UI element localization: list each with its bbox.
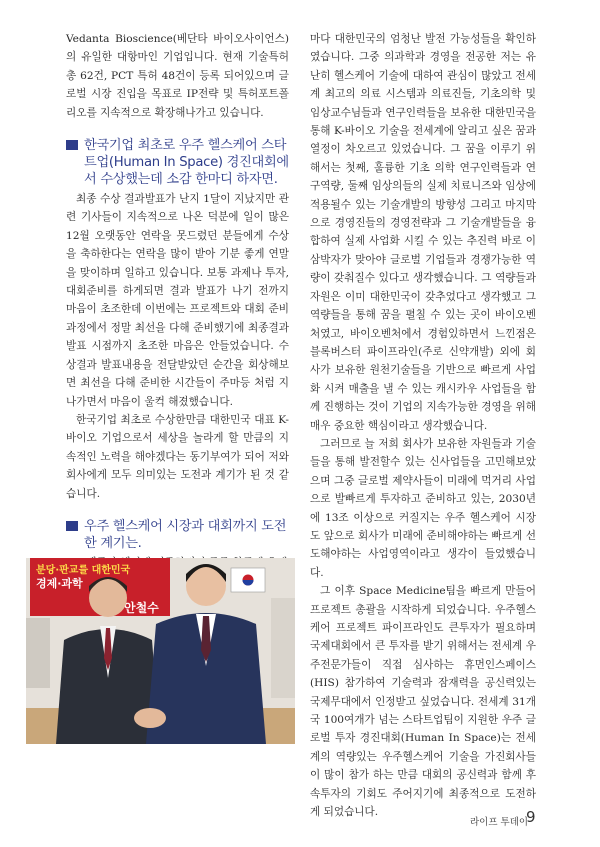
interview-photo [26,558,295,744]
section-heading-award [66,137,289,188]
left-column [66,30,289,572]
square-bullet-icon [66,140,78,150]
office-cabinet [271,598,295,698]
right-column [310,30,536,821]
motivation-paragraph-continued: 마다 대한민국의 엄청난 발전 가능성들을 확인하였습니다. 그중 의과학과 경영을 전공한 저는 유난히 헬스케어 기술에 대하여 관심이 많았고 전세계 최고의 의료 시스템과 의료진들, 기초의학 및 임상교수님들과 연구인력들을 보유한 대한민국을 통해 K-바이오 기술을 전세계에 알리고 싶은 꿈과 열정이 차오르고 있었습니다. 그 꿈을 이루기 위해서는 첫째, 훌륭한 기초 의학 연구인력들과 연구역량, 둘째 임상의들의 실제 치료니즈와 임상에 적용될수 있는 기술개발의 방향성 그리고 마지막으로 경영진들의 경영전략과 그 기술개발들을 융합하여 실제 사업화 시킬 수 있는 추진력 바로 이 삼박자가 맞아야 글로벌 기업들과 경쟁가능한 역량이 갖춰질수 있다고 생각했습니다. 그 역량들과 자원은 이미 대한민국이 갖추었다고 생각했고 그 역량들을 통해 꿈을 펼칠 수 있는 곳이 바이오벤처였고, 바이오벤처에서 경험있하면서 느낀점은 블록버스터 파이프라인(주로 신약개발) 외에 회사가 보유한 원천기술들을 기반으로 빠르게 사업화 시켜 매출을 낼 수 있는 캐시카우 사업들을 함께 진행하는 것이 기업의 지속가능한 경영을 위해 매우 중요한 핵심이라고 생각했습니다. [310,33,536,432]
handshake [134,708,166,728]
business-paragraph: 그러므로 늘 저희 회사가 보유한 자원들과 기술들을 통해 발전할수 있는 신사업들을 고민해보았으며 그중 글로벌 제약사들이 미래에 먹거리 사업으로 발빠르게 투자하고 준비하고 있는, 2030년에 13조 이상으로 커질지는 우주 헬스케어 시장도 앞으로 회사가 미래에 준비해야하는 빠르게 선도해야하는 사업영역이라고 생각이 들었했습니다. [310,437,536,579]
intro-paragraph: Vedanta Bioscience(베단타 바이오사이언스)의 유일한 대항마인 기업입니다. 현재 기술특허 총 62건, PCT 특허 48건이 등록 되어있으며 글로벌 시장 진입을 목표로 IP전략 및 특허포트폴리오를 지속적으로 확장해나가고 있습니다. [66,33,289,119]
award-paragraph-2: 한국기업 최초로 수상한만큼 대한민국 대표 K-바이오 기업으로서 세상을 놀라게 할 만큼의 지속적인 노력을 해야겠다는 동기부여가 되어 저와 회사에게 모두 의미있는 도전과 계기가 된 것 같습니다. [66,413,289,500]
space-medicine-paragraph: 그 이후 Space Medicine팀을 빠르게 만들어 프로젝트 총괄을 시작하게 되었습니다. 우주헬스케어 프로젝트 파이프라인도 큰투자가 필요하며 국제대회에서 큰 투자를 받기 위해서는 전세계 우주전문가들이 직접 심사하는 휴먼인스페이스(HIS) 참가하여 기술력과 잠재력을 공신력있는 국제무대에서 인정받고 싶었습니다. 전세계 31개국 100여개가 넘는 스타트업팀이 지원한 우주 글로벌 투자 경진대회(Human In Space)는 전세계의 역량있는 우주헬스케어 기술을 가진회사들이 많이 참가 하는 만큼 대회의 공신력과 함께 후속투자의 기회도 주어지기에 최종적으로 도전하게 되었습니다. [310,585,536,819]
banner-text-2: 경제·과학 [36,577,83,590]
photo-illustration [26,558,295,744]
heading-text: 한국기업 최초로 우주 헬스케어 스타트업(Human In Space) 경진대회에서 수상했는데 소감 한마디 하자면. [84,138,289,188]
section-heading-motivation [66,518,289,552]
award-paragraph-1: 최종 수상 결과발표가 난지 1달이 지났지만 관련 기사들이 지속적으로 나온 덕분에 일이 많은 12월 오랫동안 연락을 못드렸던 분들에게 수상을 축하한다는 연락을 많이 받아 기분 좋게 연말을 맞이하며 일하고 있습니다. 보통 과제나 투자, 대회준비를 하게되면 결과 발표가 나기 전까지 마음이 초조한데 이번에는 프로젝트와 대회 준비과정에서 정말 최선을 다해 준비했기에 최종결과발표 시점까지 초조한 마음은 안들었습니다. 수상결과 발표내용을 전달받았던 순간을 회상해보면 최선을 다해 준비한 시간들이 주마등 처럼 지나가면서 마음이 울컥 해졌했습니다. [66,193,289,408]
magazine-name: 라이프 투데이 [470,817,529,828]
banner-text-1: 분당·판교를 대한민국 [36,565,131,576]
page-number: 9 [526,808,536,826]
office-shelf [26,618,50,688]
square-bullet-icon [66,521,78,531]
heading-text: 우주 헬스케어 시장과 대회까지 도전한 계기는. [84,518,287,551]
banner-text-3: 안철수 [124,601,159,615]
